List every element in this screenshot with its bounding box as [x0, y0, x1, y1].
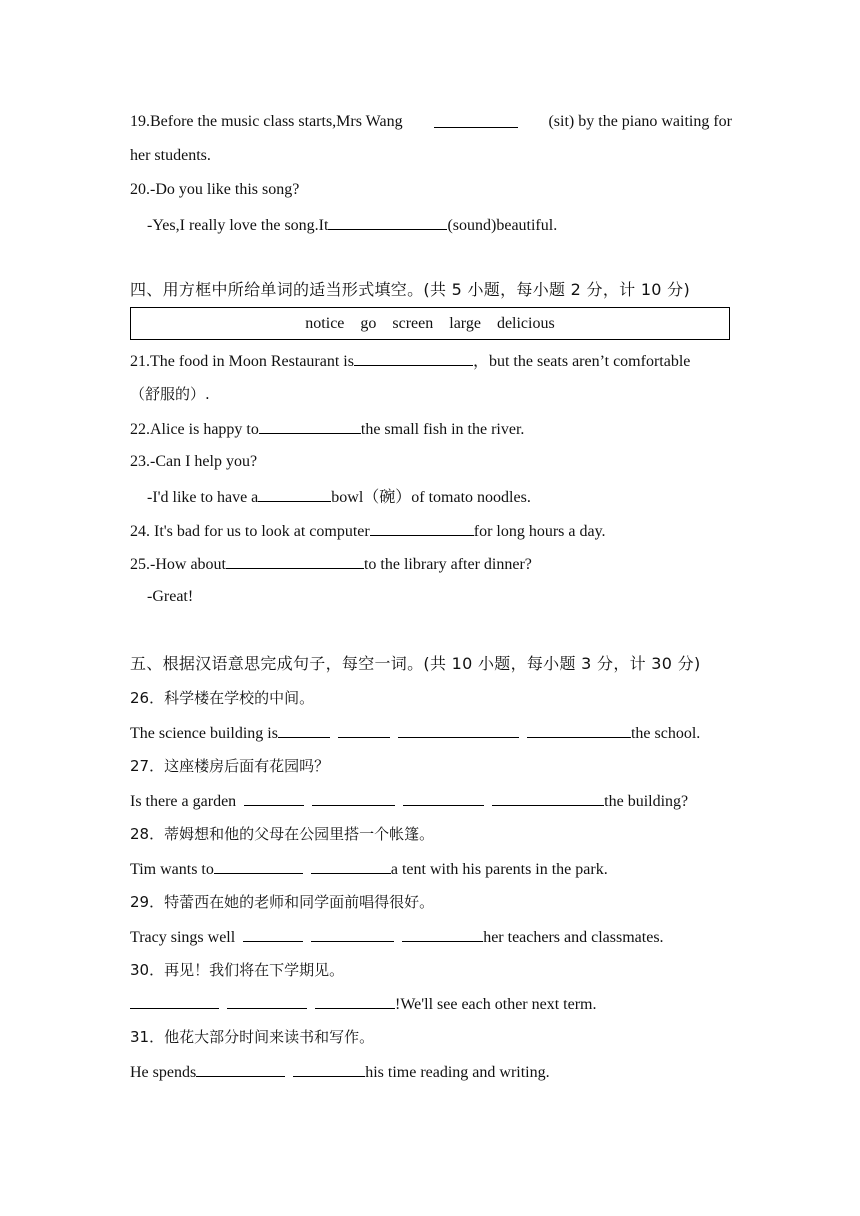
q20-text-b: (sound)beautiful. [447, 217, 558, 234]
q28-text-b: a tent with his parents in the park. [390, 861, 608, 878]
q30-text-b: !We'll see each other next term. [395, 996, 597, 1013]
q24-blank[interactable] [370, 520, 474, 536]
q25-text-a: 25.-How about [130, 556, 226, 573]
q31-blank-2[interactable] [293, 1061, 365, 1077]
q28-blank-1[interactable] [214, 858, 303, 874]
q23-text-a: -I'd like to have a [147, 489, 259, 506]
word-box-item: go [360, 314, 377, 332]
q27-blank-1[interactable] [244, 790, 304, 806]
q22-text-a: 22.Alice is happy to [130, 421, 259, 438]
q30-blank-1[interactable] [130, 993, 219, 1009]
q26-chinese: 26．科学楼在学校的中间。 [130, 689, 315, 707]
q23-line2 [147, 486, 531, 508]
q19-text-b: (sit) by the piano waiting for [548, 113, 732, 130]
q31-text-a: He spends [130, 1064, 197, 1081]
q25-line1 [130, 553, 532, 575]
q31-blank-1[interactable] [196, 1061, 285, 1077]
q28-text-a: Tim wants to [130, 861, 214, 878]
q31-chinese: 31．他花大部分时间来读书和写作。 [130, 1028, 375, 1046]
q29-blank-3[interactable] [402, 926, 483, 942]
q19-line1 [130, 112, 732, 132]
q26-blank-2[interactable] [338, 722, 390, 738]
q24-text-b: for long hours a day. [473, 523, 606, 540]
q23-line1: 23.-Can I help you? [130, 453, 258, 470]
q22-text-b: the small fish in the river. [360, 421, 525, 438]
q25-text-b: to the library after dinner? [363, 556, 532, 573]
q21-line2: （舒服的）. [130, 385, 210, 403]
q26-blank-1[interactable] [278, 722, 330, 738]
q26-blank-4[interactable] [527, 722, 631, 738]
q30-blank-2[interactable] [227, 993, 307, 1009]
q23-text-b: bowl（碗）of tomato noodles. [331, 489, 531, 506]
q30-chinese: 30．再见！我们将在下学期见。 [130, 961, 345, 979]
q27-blank-3[interactable] [403, 790, 484, 806]
q25-line2: -Great! [147, 588, 194, 605]
q27-blank-4[interactable] [492, 790, 604, 806]
q28-blank-2[interactable] [311, 858, 391, 874]
section4-heading: 四、用方框中所给单词的适当形式填空。(共 5 小题，每小题 2 分，计 10 分) [130, 280, 691, 299]
q22-line [130, 418, 524, 440]
word-box-item: screen [392, 314, 434, 332]
q21-text-a: 21.The food in Moon Restaurant is [130, 353, 354, 370]
q29-blank-2[interactable] [311, 926, 394, 942]
q20-blank[interactable] [328, 214, 447, 230]
q31-english [130, 1061, 550, 1083]
q26-text-b: the school. [630, 725, 701, 742]
q24-line [130, 520, 606, 542]
q26-english [130, 722, 700, 744]
q20-line2 [147, 214, 557, 236]
q31-text-b: his time reading and writing. [365, 1064, 550, 1081]
q21-blank[interactable] [354, 350, 473, 366]
q19-text-a: 19.Before the music class starts,Mrs Wang [130, 113, 403, 130]
q27-english [130, 790, 688, 812]
word-box-item: notice [305, 314, 345, 332]
q26-text-a: The science building is [130, 725, 278, 742]
q21-line1 [130, 350, 690, 372]
q30-english [130, 993, 597, 1015]
q23-blank[interactable] [258, 486, 331, 502]
q29-text-a: Tracy sings well [130, 929, 236, 946]
q25-blank[interactable] [226, 553, 364, 569]
q20-line1: 20.-Do you like this song? [130, 181, 300, 198]
q19-blank[interactable] [434, 112, 518, 128]
word-box-item: delicious [496, 314, 555, 332]
q27-chinese: 27．这座楼房后面有花园吗？ [130, 757, 330, 775]
q26-blank-3[interactable] [398, 722, 519, 738]
q27-text-a: Is there a garden [130, 793, 237, 810]
q22-blank[interactable] [259, 418, 361, 434]
q29-english [130, 926, 664, 948]
q29-chinese: 29．特蕾西在她的老师和同学面前唱得很好。 [130, 893, 435, 911]
q29-blank-1[interactable] [243, 926, 303, 942]
word-box [130, 307, 730, 340]
q27-blank-2[interactable] [312, 790, 395, 806]
q21-text-b: ，but the seats aren’t comfortable [472, 353, 691, 370]
word-box-item: large [449, 314, 481, 332]
q28-chinese: 28．蒂姆想和他的父母在公园里搭一个帐篷。 [130, 825, 435, 843]
q27-text-b: the building? [604, 793, 689, 810]
q28-english [130, 858, 608, 880]
q19-line2: her students. [130, 147, 211, 164]
section5-heading: 五、根据汉语意思完成句子，每空一词。(共 10 小题，每小题 3 分，计 30 分) [130, 654, 701, 673]
q20-text-a: -Yes,I really love the song.It [147, 217, 329, 234]
q29-text-b: her teachers and classmates. [483, 929, 664, 946]
q24-text-a: 24. It's bad for us to look at computer [130, 523, 370, 540]
q30-blank-3[interactable] [315, 993, 395, 1009]
